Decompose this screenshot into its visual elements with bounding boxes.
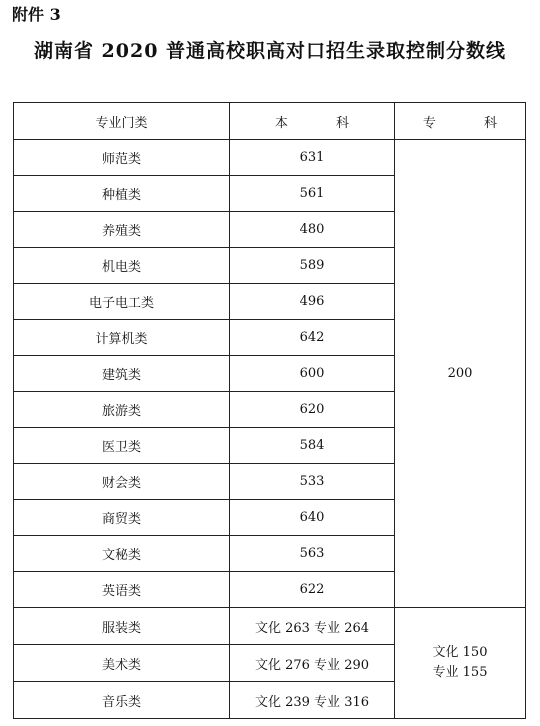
junior-major-score: 专业 155 (432, 665, 488, 680)
undergrad-score-cell: 631 (230, 140, 395, 176)
undergrad-score-cell: 622 (230, 572, 395, 608)
category-cell: 财会类 (14, 464, 230, 500)
attachment-label: 附件 3 (12, 5, 61, 24)
undergrad-score-cell: 480 (230, 212, 395, 248)
junior-culture-score: 文化 150 (432, 645, 488, 660)
undergrad-score-cell: 640 (230, 500, 395, 536)
category-cell: 医卫类 (14, 428, 230, 464)
undergrad-score-cell: 文化 239 专业 316 (230, 682, 395, 719)
undergrad-score-cell: 584 (230, 428, 395, 464)
category-cell: 音乐类 (14, 682, 230, 719)
category-cell: 养殖类 (14, 212, 230, 248)
header-junior: 专 科 (395, 103, 526, 140)
undergrad-score-cell: 600 (230, 356, 395, 392)
page-title: 湖南省 2020 普通高校职高对口招生录取控制分数线 (33, 40, 507, 62)
category-cell: 服装类 (14, 608, 230, 645)
undergrad-score-cell: 589 (230, 248, 395, 284)
table-row (14, 140, 526, 176)
category-cell: 种植类 (14, 176, 230, 212)
undergrad-score-cell: 561 (230, 176, 395, 212)
category-cell: 旅游类 (14, 392, 230, 428)
score-table (13, 102, 526, 719)
table-row (14, 608, 526, 645)
category-cell: 商贸类 (14, 500, 230, 536)
undergrad-score-cell: 620 (230, 392, 395, 428)
header-category: 专业门类 (14, 103, 230, 140)
category-cell: 文秘类 (14, 536, 230, 572)
junior-score-cell: 200 (395, 140, 526, 608)
table-header-row (14, 103, 526, 140)
header-undergrad: 本 科 (230, 103, 395, 140)
undergrad-score-cell: 496 (230, 284, 395, 320)
undergrad-score-cell: 文化 263 专业 264 (230, 608, 395, 645)
category-cell: 电子电工类 (14, 284, 230, 320)
undergrad-score-cell: 642 (230, 320, 395, 356)
category-cell: 师范类 (14, 140, 230, 176)
category-cell: 建筑类 (14, 356, 230, 392)
category-cell: 美术类 (14, 645, 230, 682)
junior-score-cell-arts (395, 608, 526, 719)
category-cell: 英语类 (14, 572, 230, 608)
undergrad-score-cell: 文化 276 专业 290 (230, 645, 395, 682)
undergrad-score-cell: 533 (230, 464, 395, 500)
category-cell: 机电类 (14, 248, 230, 284)
category-cell: 计算机类 (14, 320, 230, 356)
undergrad-score-cell: 563 (230, 536, 395, 572)
